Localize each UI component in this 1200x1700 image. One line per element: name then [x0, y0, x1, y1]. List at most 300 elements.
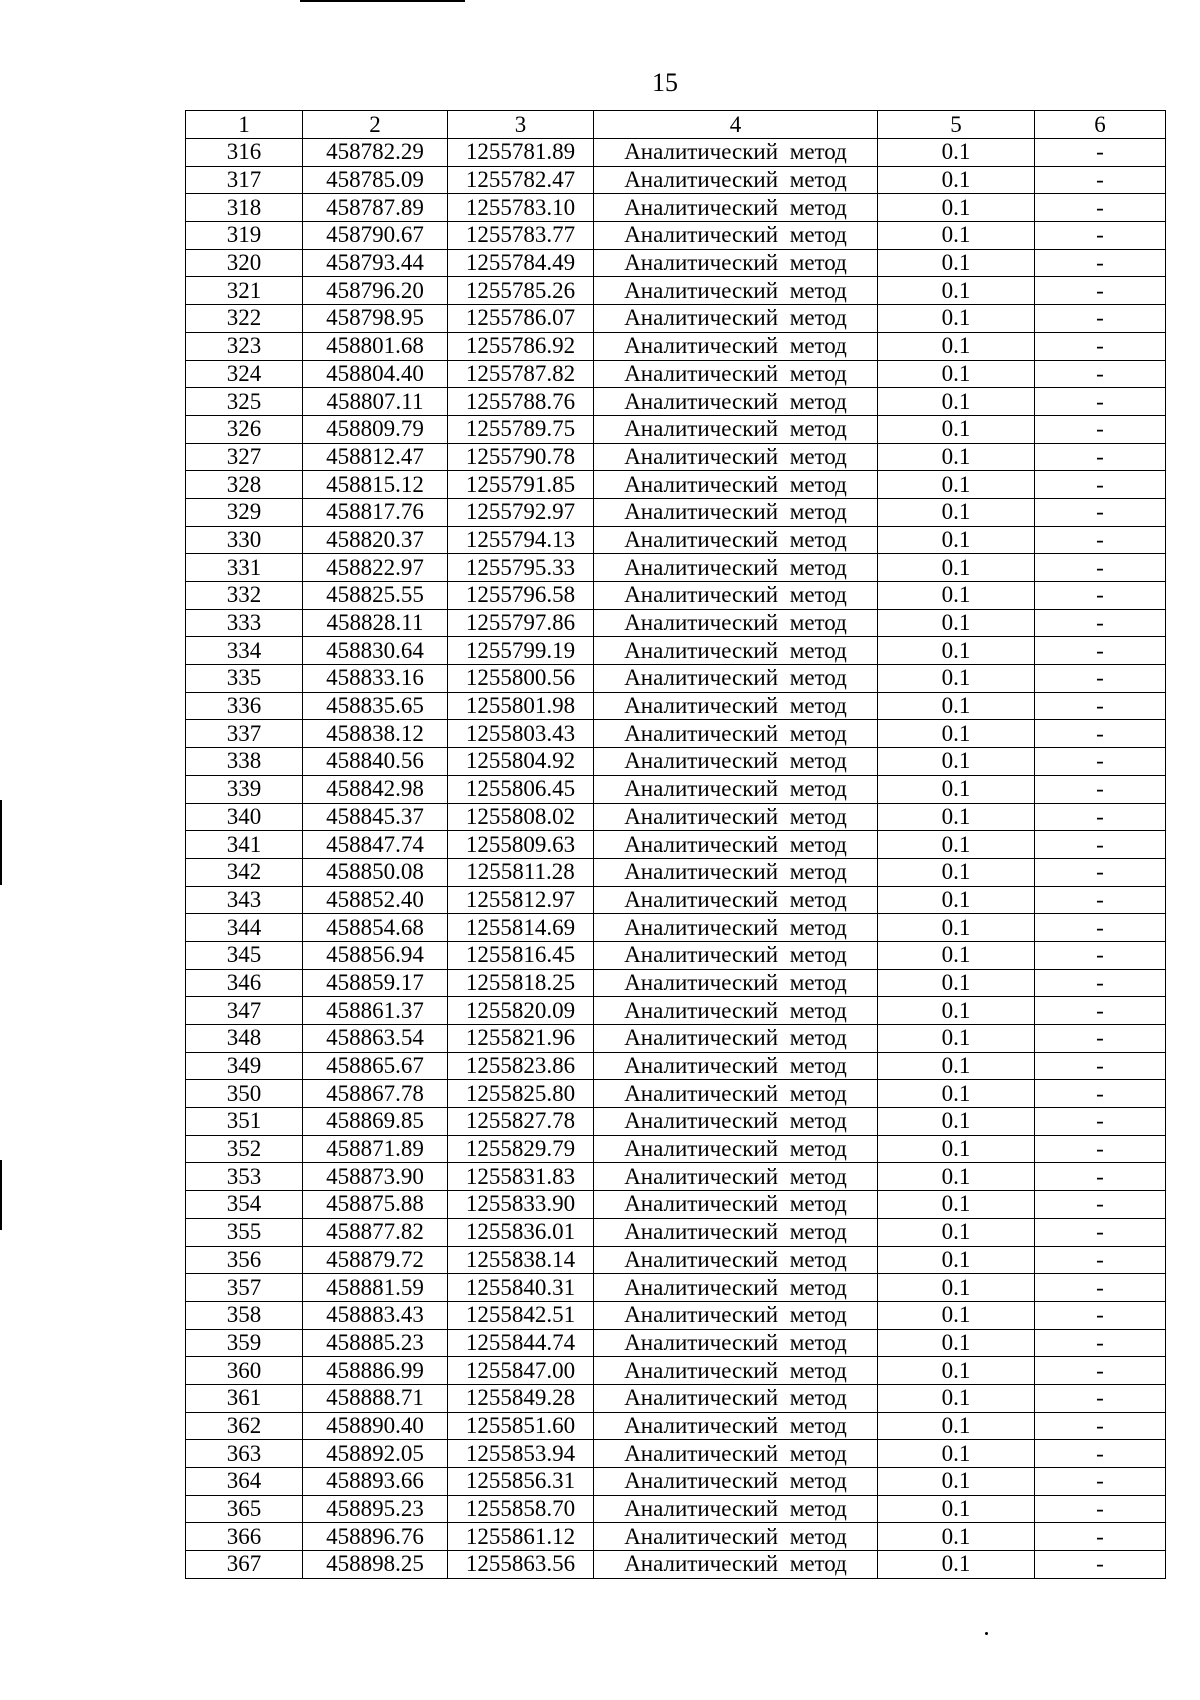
- accuracy-cell: 0.1: [878, 1495, 1035, 1523]
- x-coordinate-cell: 458798.95: [303, 305, 448, 333]
- point-number-cell: 348: [186, 1025, 303, 1053]
- table-row: [186, 582, 1166, 610]
- x-coordinate-cell: 458825.55: [303, 582, 448, 610]
- x-coordinate-cell: 458865.67: [303, 1052, 448, 1080]
- table-row: [186, 1052, 1166, 1080]
- accuracy-cell: 0.1: [878, 997, 1035, 1025]
- x-coordinate-cell: 458828.11: [303, 609, 448, 637]
- x-coordinate-cell: 458859.17: [303, 969, 448, 997]
- x-coordinate-cell: 458890.40: [303, 1412, 448, 1440]
- point-number-cell: 355: [186, 1218, 303, 1246]
- y-coordinate-cell: 1255782.47: [448, 166, 594, 194]
- note-cell: -: [1035, 360, 1166, 388]
- method-cell: Аналитический метод: [594, 1218, 878, 1246]
- table-row: [186, 1495, 1166, 1523]
- table-row: [186, 692, 1166, 720]
- note-cell: -: [1035, 1468, 1166, 1496]
- method-cell: Аналитический метод: [594, 914, 878, 942]
- point-number-cell: 318: [186, 194, 303, 222]
- method-cell: Аналитический метод: [594, 249, 878, 277]
- x-coordinate-cell: 458796.20: [303, 277, 448, 305]
- x-coordinate-cell: 458898.25: [303, 1551, 448, 1579]
- table-row: [186, 1357, 1166, 1385]
- method-cell: Аналитический метод: [594, 360, 878, 388]
- point-number-cell: 333: [186, 609, 303, 637]
- coordinates-table: [185, 110, 1166, 1579]
- x-coordinate-cell: 458881.59: [303, 1274, 448, 1302]
- method-cell: Аналитический метод: [594, 1523, 878, 1551]
- method-cell: Аналитический метод: [594, 305, 878, 333]
- x-coordinate-cell: 458869.85: [303, 1108, 448, 1136]
- y-coordinate-cell: 1255840.31: [448, 1274, 594, 1302]
- y-coordinate-cell: 1255833.90: [448, 1191, 594, 1219]
- x-coordinate-cell: 458847.74: [303, 831, 448, 859]
- point-number-cell: 335: [186, 665, 303, 693]
- accuracy-cell: 0.1: [878, 1246, 1035, 1274]
- accuracy-cell: 0.1: [878, 1440, 1035, 1468]
- method-cell: Аналитический метод: [594, 194, 878, 222]
- x-coordinate-cell: 458807.11: [303, 388, 448, 416]
- x-coordinate-cell: 458822.97: [303, 554, 448, 582]
- x-coordinate-cell: 458830.64: [303, 637, 448, 665]
- accuracy-cell: 0.1: [878, 471, 1035, 499]
- table-row: [186, 1080, 1166, 1108]
- note-cell: -: [1035, 498, 1166, 526]
- note-cell: -: [1035, 1274, 1166, 1302]
- accuracy-cell: 0.1: [878, 498, 1035, 526]
- y-coordinate-cell: 1255851.60: [448, 1412, 594, 1440]
- note-cell: -: [1035, 1163, 1166, 1191]
- point-number-cell: 329: [186, 498, 303, 526]
- point-number-cell: 366: [186, 1523, 303, 1551]
- table-row: [186, 748, 1166, 776]
- point-number-cell: 332: [186, 582, 303, 610]
- note-cell: -: [1035, 1440, 1166, 1468]
- y-coordinate-cell: 1255792.97: [448, 498, 594, 526]
- table-row: [186, 1412, 1166, 1440]
- accuracy-cell: 0.1: [878, 1412, 1035, 1440]
- note-cell: -: [1035, 1384, 1166, 1412]
- point-number-cell: 328: [186, 471, 303, 499]
- x-coordinate-cell: 458863.54: [303, 1025, 448, 1053]
- note-cell: -: [1035, 720, 1166, 748]
- y-coordinate-cell: 1255814.69: [448, 914, 594, 942]
- x-coordinate-cell: 458893.66: [303, 1468, 448, 1496]
- accuracy-cell: 0.1: [878, 1052, 1035, 1080]
- y-coordinate-cell: 1255783.77: [448, 222, 594, 250]
- table-body: [186, 139, 1166, 1579]
- table-row: [186, 720, 1166, 748]
- y-coordinate-cell: 1255783.10: [448, 194, 594, 222]
- y-coordinate-cell: 1255811.28: [448, 858, 594, 886]
- accuracy-cell: 0.1: [878, 1384, 1035, 1412]
- y-coordinate-cell: 1255794.13: [448, 526, 594, 554]
- point-number-cell: 358: [186, 1301, 303, 1329]
- table-row: [186, 941, 1166, 969]
- y-coordinate-cell: 1255856.31: [448, 1468, 594, 1496]
- table-row: [186, 1274, 1166, 1302]
- point-number-cell: 338: [186, 748, 303, 776]
- note-cell: -: [1035, 305, 1166, 333]
- accuracy-cell: 0.1: [878, 415, 1035, 443]
- table-row: [186, 1329, 1166, 1357]
- accuracy-cell: 0.1: [878, 1551, 1035, 1579]
- x-coordinate-cell: 458801.68: [303, 332, 448, 360]
- accuracy-cell: 0.1: [878, 858, 1035, 886]
- table-row: [186, 305, 1166, 333]
- point-number-cell: 359: [186, 1329, 303, 1357]
- point-number-cell: 334: [186, 637, 303, 665]
- note-cell: -: [1035, 775, 1166, 803]
- method-cell: Аналитический метод: [594, 1412, 878, 1440]
- accuracy-cell: 0.1: [878, 305, 1035, 333]
- table-row: [186, 1163, 1166, 1191]
- point-number-cell: 367: [186, 1551, 303, 1579]
- table-row: [186, 388, 1166, 416]
- note-cell: -: [1035, 443, 1166, 471]
- accuracy-cell: 0.1: [878, 360, 1035, 388]
- y-coordinate-cell: 1255801.98: [448, 692, 594, 720]
- point-number-cell: 342: [186, 858, 303, 886]
- method-cell: Аналитический метод: [594, 415, 878, 443]
- table-row: [186, 858, 1166, 886]
- header-col-6: 6: [1035, 111, 1166, 139]
- method-cell: Аналитический метод: [594, 139, 878, 167]
- method-cell: Аналитический метод: [594, 720, 878, 748]
- y-coordinate-cell: 1255849.28: [448, 1384, 594, 1412]
- point-number-cell: 319: [186, 222, 303, 250]
- method-cell: Аналитический метод: [594, 1163, 878, 1191]
- table-row: [186, 609, 1166, 637]
- accuracy-cell: 0.1: [878, 775, 1035, 803]
- method-cell: Аналитический метод: [594, 277, 878, 305]
- table-row: [186, 803, 1166, 831]
- accuracy-cell: 0.1: [878, 1025, 1035, 1053]
- x-coordinate-cell: 458809.79: [303, 415, 448, 443]
- accuracy-cell: 0.1: [878, 969, 1035, 997]
- y-coordinate-cell: 1255836.01: [448, 1218, 594, 1246]
- y-coordinate-cell: 1255842.51: [448, 1301, 594, 1329]
- accuracy-cell: 0.1: [878, 637, 1035, 665]
- x-coordinate-cell: 458852.40: [303, 886, 448, 914]
- method-cell: Аналитический метод: [594, 1025, 878, 1053]
- x-coordinate-cell: 458892.05: [303, 1440, 448, 1468]
- point-number-cell: 357: [186, 1274, 303, 1302]
- method-cell: Аналитический метод: [594, 609, 878, 637]
- header-col-5: 5: [878, 111, 1035, 139]
- method-cell: Аналитический метод: [594, 831, 878, 859]
- table-row: [186, 249, 1166, 277]
- method-cell: Аналитический метод: [594, 332, 878, 360]
- accuracy-cell: 0.1: [878, 609, 1035, 637]
- y-coordinate-cell: 1255789.75: [448, 415, 594, 443]
- method-cell: Аналитический метод: [594, 582, 878, 610]
- note-cell: -: [1035, 194, 1166, 222]
- table-row: [186, 1523, 1166, 1551]
- accuracy-cell: 0.1: [878, 582, 1035, 610]
- y-coordinate-cell: 1255858.70: [448, 1495, 594, 1523]
- note-cell: -: [1035, 1357, 1166, 1385]
- x-coordinate-cell: 458838.12: [303, 720, 448, 748]
- note-cell: -: [1035, 249, 1166, 277]
- x-coordinate-cell: 458793.44: [303, 249, 448, 277]
- note-cell: -: [1035, 748, 1166, 776]
- table-row: [186, 1025, 1166, 1053]
- table-row: [186, 1191, 1166, 1219]
- x-coordinate-cell: 458840.56: [303, 748, 448, 776]
- note-cell: -: [1035, 941, 1166, 969]
- method-cell: Аналитический метод: [594, 443, 878, 471]
- y-coordinate-cell: 1255816.45: [448, 941, 594, 969]
- point-number-cell: 323: [186, 332, 303, 360]
- accuracy-cell: 0.1: [878, 222, 1035, 250]
- note-cell: -: [1035, 1412, 1166, 1440]
- note-cell: -: [1035, 637, 1166, 665]
- accuracy-cell: 0.1: [878, 194, 1035, 222]
- method-cell: Аналитический метод: [594, 1135, 878, 1163]
- accuracy-cell: 0.1: [878, 249, 1035, 277]
- x-coordinate-cell: 458873.90: [303, 1163, 448, 1191]
- y-coordinate-cell: 1255818.25: [448, 969, 594, 997]
- x-coordinate-cell: 458896.76: [303, 1523, 448, 1551]
- point-number-cell: 347: [186, 997, 303, 1025]
- accuracy-cell: 0.1: [878, 748, 1035, 776]
- note-cell: -: [1035, 222, 1166, 250]
- table-row: [186, 360, 1166, 388]
- table-row: [186, 332, 1166, 360]
- method-cell: Аналитический метод: [594, 1495, 878, 1523]
- table-row: [186, 194, 1166, 222]
- accuracy-cell: 0.1: [878, 665, 1035, 693]
- method-cell: Аналитический метод: [594, 1080, 878, 1108]
- method-cell: Аналитический метод: [594, 1191, 878, 1219]
- note-cell: -: [1035, 803, 1166, 831]
- table-row: [186, 665, 1166, 693]
- point-number-cell: 321: [186, 277, 303, 305]
- accuracy-cell: 0.1: [878, 1329, 1035, 1357]
- x-coordinate-cell: 458835.65: [303, 692, 448, 720]
- note-cell: -: [1035, 665, 1166, 693]
- table-row: [186, 222, 1166, 250]
- accuracy-cell: 0.1: [878, 1274, 1035, 1302]
- x-coordinate-cell: 458885.23: [303, 1329, 448, 1357]
- y-coordinate-cell: 1255791.85: [448, 471, 594, 499]
- x-coordinate-cell: 458867.78: [303, 1080, 448, 1108]
- method-cell: Аналитический метод: [594, 775, 878, 803]
- x-coordinate-cell: 458812.47: [303, 443, 448, 471]
- accuracy-cell: 0.1: [878, 277, 1035, 305]
- x-coordinate-cell: 458895.23: [303, 1495, 448, 1523]
- x-coordinate-cell: 458879.72: [303, 1246, 448, 1274]
- accuracy-cell: 0.1: [878, 720, 1035, 748]
- header-col-2: 2: [303, 111, 448, 139]
- point-number-cell: 317: [186, 166, 303, 194]
- accuracy-cell: 0.1: [878, 554, 1035, 582]
- note-cell: -: [1035, 582, 1166, 610]
- table-row: [186, 498, 1166, 526]
- accuracy-cell: 0.1: [878, 1163, 1035, 1191]
- page-number: 15: [652, 68, 678, 97]
- method-cell: Аналитический метод: [594, 1551, 878, 1579]
- y-coordinate-cell: 1255797.86: [448, 609, 594, 637]
- note-cell: -: [1035, 166, 1166, 194]
- accuracy-cell: 0.1: [878, 1357, 1035, 1385]
- point-number-cell: 361: [186, 1384, 303, 1412]
- accuracy-cell: 0.1: [878, 886, 1035, 914]
- y-coordinate-cell: 1255808.02: [448, 803, 594, 831]
- y-coordinate-cell: 1255861.12: [448, 1523, 594, 1551]
- y-coordinate-cell: 1255804.92: [448, 748, 594, 776]
- point-number-cell: 351: [186, 1108, 303, 1136]
- point-number-cell: 360: [186, 1357, 303, 1385]
- method-cell: Аналитический метод: [594, 1108, 878, 1136]
- method-cell: Аналитический метод: [594, 471, 878, 499]
- accuracy-cell: 0.1: [878, 1468, 1035, 1496]
- note-cell: -: [1035, 1523, 1166, 1551]
- y-coordinate-cell: 1255784.49: [448, 249, 594, 277]
- x-coordinate-cell: 458861.37: [303, 997, 448, 1025]
- accuracy-cell: 0.1: [878, 1108, 1035, 1136]
- x-coordinate-cell: 458883.43: [303, 1301, 448, 1329]
- table-row: [186, 1440, 1166, 1468]
- accuracy-cell: 0.1: [878, 1523, 1035, 1551]
- accuracy-cell: 0.1: [878, 914, 1035, 942]
- accuracy-cell: 0.1: [878, 388, 1035, 416]
- note-cell: -: [1035, 997, 1166, 1025]
- y-coordinate-cell: 1255803.43: [448, 720, 594, 748]
- x-coordinate-cell: 458817.76: [303, 498, 448, 526]
- method-cell: Аналитический метод: [594, 554, 878, 582]
- table-row: [186, 1135, 1166, 1163]
- method-cell: Аналитический метод: [594, 526, 878, 554]
- scan-mark-left-2: [0, 1160, 2, 1230]
- method-cell: Аналитический метод: [594, 969, 878, 997]
- point-number-cell: 364: [186, 1468, 303, 1496]
- point-number-cell: 322: [186, 305, 303, 333]
- point-number-cell: 354: [186, 1191, 303, 1219]
- accuracy-cell: 0.1: [878, 1301, 1035, 1329]
- accuracy-cell: 0.1: [878, 1218, 1035, 1246]
- table-row: [186, 526, 1166, 554]
- y-coordinate-cell: 1255786.07: [448, 305, 594, 333]
- y-coordinate-cell: 1255788.76: [448, 388, 594, 416]
- method-cell: Аналитический метод: [594, 997, 878, 1025]
- y-coordinate-cell: 1255820.09: [448, 997, 594, 1025]
- x-coordinate-cell: 458833.16: [303, 665, 448, 693]
- table-header-row: [186, 111, 1166, 139]
- x-coordinate-cell: 458790.67: [303, 222, 448, 250]
- header-col-1: 1: [186, 111, 303, 139]
- table-row: [186, 1108, 1166, 1136]
- point-number-cell: 350: [186, 1080, 303, 1108]
- table-row: [186, 166, 1166, 194]
- note-cell: -: [1035, 1080, 1166, 1108]
- table-row: [186, 471, 1166, 499]
- point-number-cell: 316: [186, 139, 303, 167]
- point-number-cell: 346: [186, 969, 303, 997]
- x-coordinate-cell: 458856.94: [303, 941, 448, 969]
- note-cell: -: [1035, 139, 1166, 167]
- point-number-cell: 362: [186, 1412, 303, 1440]
- note-cell: -: [1035, 831, 1166, 859]
- note-cell: -: [1035, 554, 1166, 582]
- note-cell: -: [1035, 1218, 1166, 1246]
- x-coordinate-cell: 458850.08: [303, 858, 448, 886]
- point-number-cell: 352: [186, 1135, 303, 1163]
- table-row: [186, 997, 1166, 1025]
- scan-mark-left-1: [0, 800, 2, 885]
- method-cell: Аналитический метод: [594, 1246, 878, 1274]
- note-cell: -: [1035, 886, 1166, 914]
- accuracy-cell: 0.1: [878, 1135, 1035, 1163]
- y-coordinate-cell: 1255812.97: [448, 886, 594, 914]
- y-coordinate-cell: 1255787.82: [448, 360, 594, 388]
- note-cell: -: [1035, 415, 1166, 443]
- table-row: [186, 277, 1166, 305]
- y-coordinate-cell: 1255831.83: [448, 1163, 594, 1191]
- method-cell: Аналитический метод: [594, 1274, 878, 1302]
- point-number-cell: 336: [186, 692, 303, 720]
- note-cell: -: [1035, 1052, 1166, 1080]
- y-coordinate-cell: 1255800.56: [448, 665, 594, 693]
- scan-dot: [985, 1632, 988, 1635]
- x-coordinate-cell: 458886.99: [303, 1357, 448, 1385]
- note-cell: -: [1035, 471, 1166, 499]
- note-cell: -: [1035, 692, 1166, 720]
- y-coordinate-cell: 1255796.58: [448, 582, 594, 610]
- point-number-cell: 365: [186, 1495, 303, 1523]
- note-cell: -: [1035, 526, 1166, 554]
- method-cell: Аналитический метод: [594, 1357, 878, 1385]
- table-row: [186, 775, 1166, 803]
- y-coordinate-cell: 1255825.80: [448, 1080, 594, 1108]
- x-coordinate-cell: 458782.29: [303, 139, 448, 167]
- method-cell: Аналитический метод: [594, 637, 878, 665]
- y-coordinate-cell: 1255781.89: [448, 139, 594, 167]
- table-row: [186, 637, 1166, 665]
- note-cell: -: [1035, 332, 1166, 360]
- method-cell: Аналитический метод: [594, 1440, 878, 1468]
- table-row: [186, 914, 1166, 942]
- point-number-cell: 327: [186, 443, 303, 471]
- y-coordinate-cell: 1255827.78: [448, 1108, 594, 1136]
- method-cell: Аналитический метод: [594, 858, 878, 886]
- point-number-cell: 341: [186, 831, 303, 859]
- method-cell: Аналитический метод: [594, 1384, 878, 1412]
- header-col-4: 4: [594, 111, 878, 139]
- method-cell: Аналитический метод: [594, 665, 878, 693]
- y-coordinate-cell: 1255786.92: [448, 332, 594, 360]
- y-coordinate-cell: 1255844.74: [448, 1329, 594, 1357]
- x-coordinate-cell: 458820.37: [303, 526, 448, 554]
- y-coordinate-cell: 1255809.63: [448, 831, 594, 859]
- accuracy-cell: 0.1: [878, 139, 1035, 167]
- x-coordinate-cell: 458875.88: [303, 1191, 448, 1219]
- note-cell: -: [1035, 609, 1166, 637]
- y-coordinate-cell: 1255863.56: [448, 1551, 594, 1579]
- note-cell: -: [1035, 1551, 1166, 1579]
- point-number-cell: 339: [186, 775, 303, 803]
- method-cell: Аналитический метод: [594, 941, 878, 969]
- accuracy-cell: 0.1: [878, 1191, 1035, 1219]
- y-coordinate-cell: 1255821.96: [448, 1025, 594, 1053]
- x-coordinate-cell: 458842.98: [303, 775, 448, 803]
- header-col-3: 3: [448, 111, 594, 139]
- note-cell: -: [1035, 1495, 1166, 1523]
- y-coordinate-cell: 1255823.86: [448, 1052, 594, 1080]
- accuracy-cell: 0.1: [878, 692, 1035, 720]
- method-cell: Аналитический метод: [594, 1301, 878, 1329]
